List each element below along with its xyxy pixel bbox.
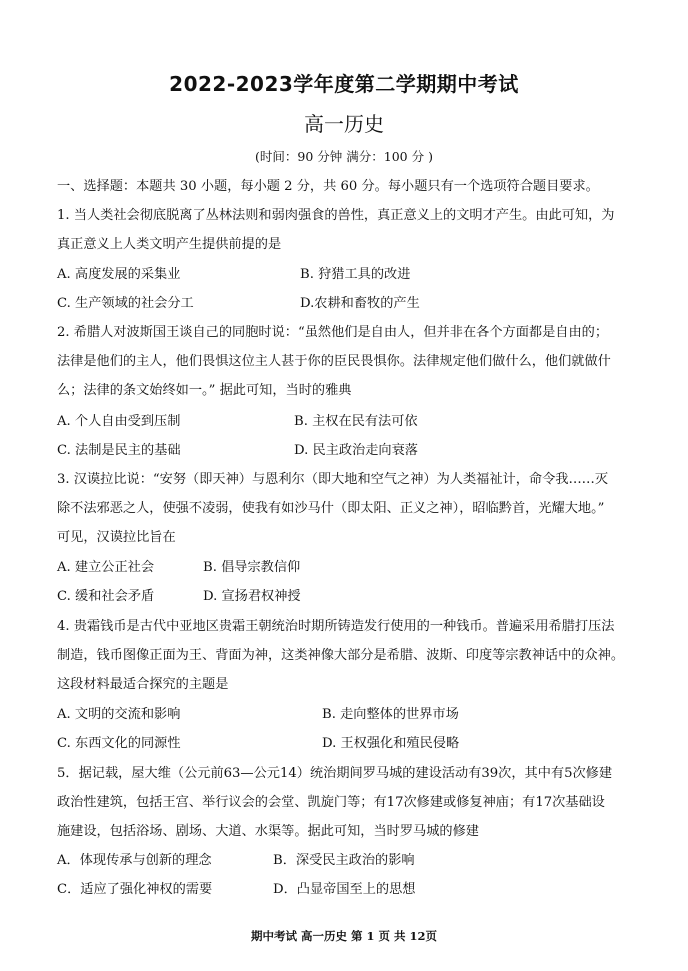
question-5-option-a: A．体现传承与创新的理念 <box>57 853 212 868</box>
question-2-line-3: 么；法律的条文始终如一。” 据此可知，当时的雅典 <box>57 383 352 398</box>
question-5-option-d: D．凸显帝国至上的思想 <box>273 882 416 897</box>
question-2-line-1: 2. 希腊人对波斯国王谈自己的同胞时说：“虽然他们是自由人，但并非在各个方面都是自由的； <box>57 325 609 340</box>
question-2-option-a: A. 个人自由受到压制 <box>57 414 181 429</box>
question-4-option-a: A. 文明的交流和影响 <box>57 707 181 722</box>
question-5-line-1: 5．据记载，屋大维（公元前63—公元14）统治期间罗马城的建设活动有39次，其中有5次修建 <box>57 766 613 781</box>
question-1-option-d: D.农耕和畜牧的产生 <box>300 296 420 311</box>
exam-title: 2022-2023学年度第二学期期中考试 <box>169 72 519 96</box>
question-3-line-3: 可见，汉谟拉比旨在 <box>57 530 176 545</box>
section-heading: 一、选择题：本题共 30 小题，每小题 2 分，共 60 分。每小题只有一个选项符合题目要求。 <box>57 179 599 194</box>
question-2-option-c: C. 法制是民主的基础 <box>57 443 181 458</box>
question-3-line-2: 除不法邪恶之人，使强不凌弱，使我有如沙马什（即太阳、正义之神），昭临黔首，光耀大地。” <box>57 501 605 516</box>
question-3-option-d: D. 宣扬君权神授 <box>203 589 301 604</box>
question-3-option-c: C. 缓和社会矛盾 <box>57 589 155 604</box>
page-footer: 期中考试 高一历史 第 1 页 共 12页 <box>250 929 438 943</box>
question-4-option-b: B. 走向整体的世界市场 <box>322 707 459 722</box>
question-1-option-c: C. 生产领域的社会分工 <box>57 296 194 311</box>
question-3-option-b: B. 倡导宗教信仰 <box>203 560 301 575</box>
question-2-option-d: D. 民主政治走向衰落 <box>294 443 418 458</box>
question-1-option-a: A. 高度发展的采集业 <box>57 267 181 282</box>
question-5-option-c: C．适应了强化神权的需要 <box>57 882 213 897</box>
question-5-line-3: 施建设，包括浴场、剧场、大道、水渠等。据此可知，当时罗马城的修建 <box>57 824 479 839</box>
question-5-line-2: 政治性建筑，包括王宫、举行议会的会堂、凯旋门等；有17次修建或修复神庙；有17次基础设 <box>57 795 605 810</box>
question-3-line-1: 3. 汉谟拉比说：“安努（即天神）与恩利尔（即大地和空气之神）为人类福祉计，命令我……灭 <box>57 472 609 487</box>
question-4-line-1: 4. 贵霜钱币是古代中亚地区贵霜王朝统治时期所铸造发行使用的一种钱币。普遍采用希腊打压法 <box>57 619 615 634</box>
subject-title: 高一历史 <box>304 112 384 136</box>
question-1-line-1: 1. 当人类社会彻底脱离了丛林法则和弱肉强食的兽性，真正意义上的文明才产生。由此可知，为 <box>57 208 615 223</box>
question-2-option-b: B. 主权在民有法可依 <box>294 414 418 429</box>
question-1-option-b: B. 狩猎工具的改进 <box>300 267 411 282</box>
question-4-line-2: 制造，钱币图像正面为王、背面为神，这类神像大部分是希腊、波斯、印度等宗教神话中的众神。 <box>57 648 625 663</box>
exam-info: (时间：90 分钟 满分：100 分 ) <box>255 149 433 164</box>
question-5-option-b: B．深受民主政治的影响 <box>273 853 415 868</box>
question-4-option-c: C. 东西文化的同源性 <box>57 736 181 751</box>
question-1-line-2: 真正意义上人类文明产生提供前提的是 <box>57 237 282 252</box>
question-4-line-3: 这段材料最适合探究的主题是 <box>57 677 229 692</box>
question-3-option-a: A. 建立公正社会 <box>57 560 155 575</box>
question-2-line-2: 法律是他们的主人，他们畏惧这位主人甚于你的臣民畏惧你。法律规定他们做什么，他们就做什 <box>57 354 611 369</box>
question-4-option-d: D. 王权强化和殖民侵略 <box>322 736 460 751</box>
